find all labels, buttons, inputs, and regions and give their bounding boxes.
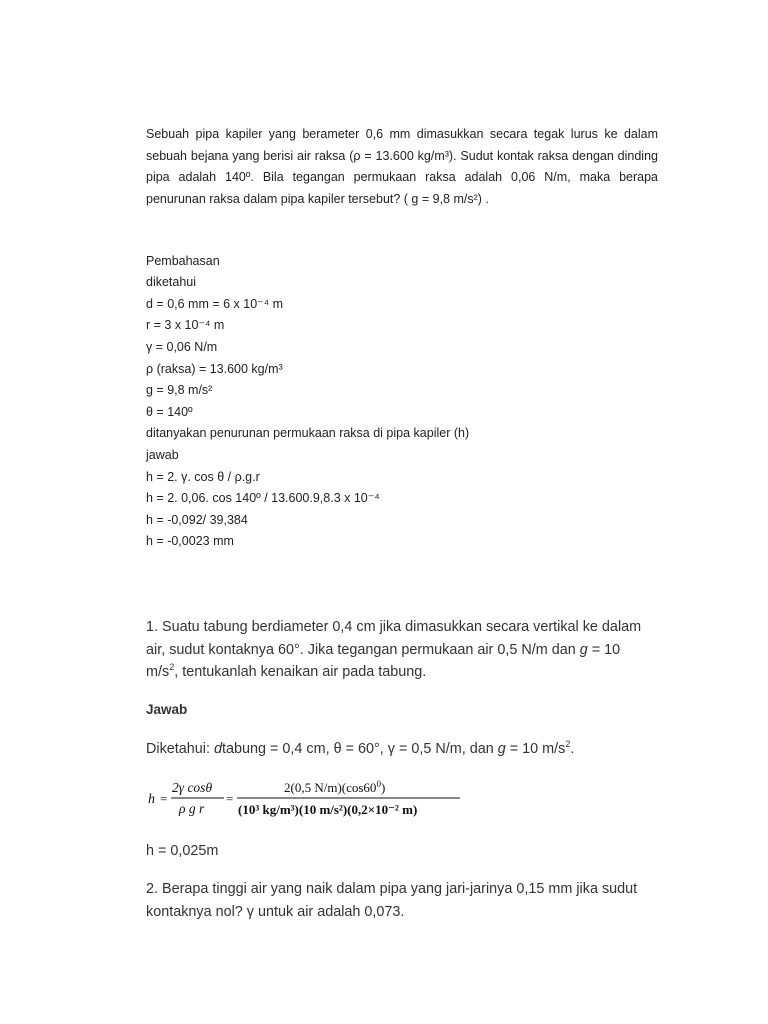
formula-image bbox=[146, 776, 464, 822]
formula-svg bbox=[146, 776, 464, 822]
question-1 bbox=[146, 616, 666, 684]
solution-block bbox=[146, 229, 658, 553]
problem-paragraph bbox=[146, 124, 658, 210]
jawab-heading: Jawab bbox=[146, 702, 188, 717]
solution-line: γ = 0,06 N/m bbox=[146, 339, 218, 354]
solution-line: h = -0,092/ 39,384 bbox=[146, 512, 248, 527]
problem-text: Sebuah pipa kapiler yang berameter 0,6 mm dimasukkan secara tegak lurus ke dalam sebuah bejana yang berisi air raksa (ρ = 13.600 kg/m³). Sudut kontak raksa dengan dinding pipa adalah 140º. Bila tegangan permukaan raksa adalah 0,06 N/m, maka berapa penurunan raksa dalam pipa kapiler tersebut? ( g = 9,8 m/s²) . bbox=[146, 127, 658, 206]
answer-1: h = 0,025m bbox=[146, 843, 219, 859]
solution-line: d = 0,6 mm = 6 x 10⁻⁴ m bbox=[146, 296, 284, 311]
question-2-line-1: 2. Berapa tinggi air yang naik dalam pipa yang jari-jarinya 0,15 mm jika sudut bbox=[146, 881, 638, 897]
solution-line: r = 3 x 10⁻⁴ m bbox=[146, 318, 225, 333]
solution-line: ρ (raksa) = 13.600 kg/m³ bbox=[146, 361, 283, 376]
solution-line: h = 2. γ. cos θ / ρ.g.r bbox=[146, 469, 260, 484]
question-1-line-2: air, sudut kontaknya 60°. Jika tegangan permukaan air 0,5 N/m dan g = 10 bbox=[146, 641, 621, 658]
formula-frac2-numerator: 2(0,5 $N/m)(\cos 60^0)$ bbox=[284, 779, 386, 795]
formula-frac1-denominator: ρ g r bbox=[179, 801, 205, 816]
question-2-line-2: kontaknya nol? γ untuk air adalah 0,073. bbox=[146, 903, 405, 920]
solution-line: h = -0,0023 mm bbox=[146, 534, 234, 549]
solution-line: diketahui bbox=[146, 275, 197, 290]
solution-line: h = 2. 0,06. cos 140º / 13.600.9,8.3 x 10⁻⁴ bbox=[146, 491, 380, 506]
solution-line: θ = 140º bbox=[146, 404, 193, 419]
solution-heading: Pembahasan bbox=[146, 253, 220, 268]
question-2 bbox=[146, 878, 666, 923]
question-1-line-3: $m/s^2$, tentukanlah kenaikan air pada tabung. bbox=[146, 662, 427, 680]
formula-lhs: h bbox=[148, 792, 155, 807]
formula-equals: = bbox=[160, 791, 168, 806]
solution-line bbox=[146, 229, 658, 251]
known-values: Diketahui: dtabung = 0,4 cm, θ = 60°, γ = 0,5 N/m, dan g = 10 $m/s^2$. bbox=[146, 739, 575, 757]
formula-frac2-denominator: (10³ kg/m³)(10 m/s²)(0,2×10⁻² m) bbox=[238, 802, 418, 817]
solution-line: g = 9,8 m/s² bbox=[146, 383, 213, 398]
solution-line: jawab bbox=[146, 447, 179, 462]
formula-equals-2: = bbox=[226, 791, 234, 806]
formula-frac1-numerator: 2γ cosθ bbox=[172, 780, 213, 795]
solution-line: ditanyakan penurunan permukaan raksa di pipa kapiler (h) bbox=[146, 426, 470, 441]
question-1-line-1: 1. Suatu tabung berdiameter 0,4 cm jika dimasukkan secara vertikal ke dalam bbox=[146, 619, 642, 635]
